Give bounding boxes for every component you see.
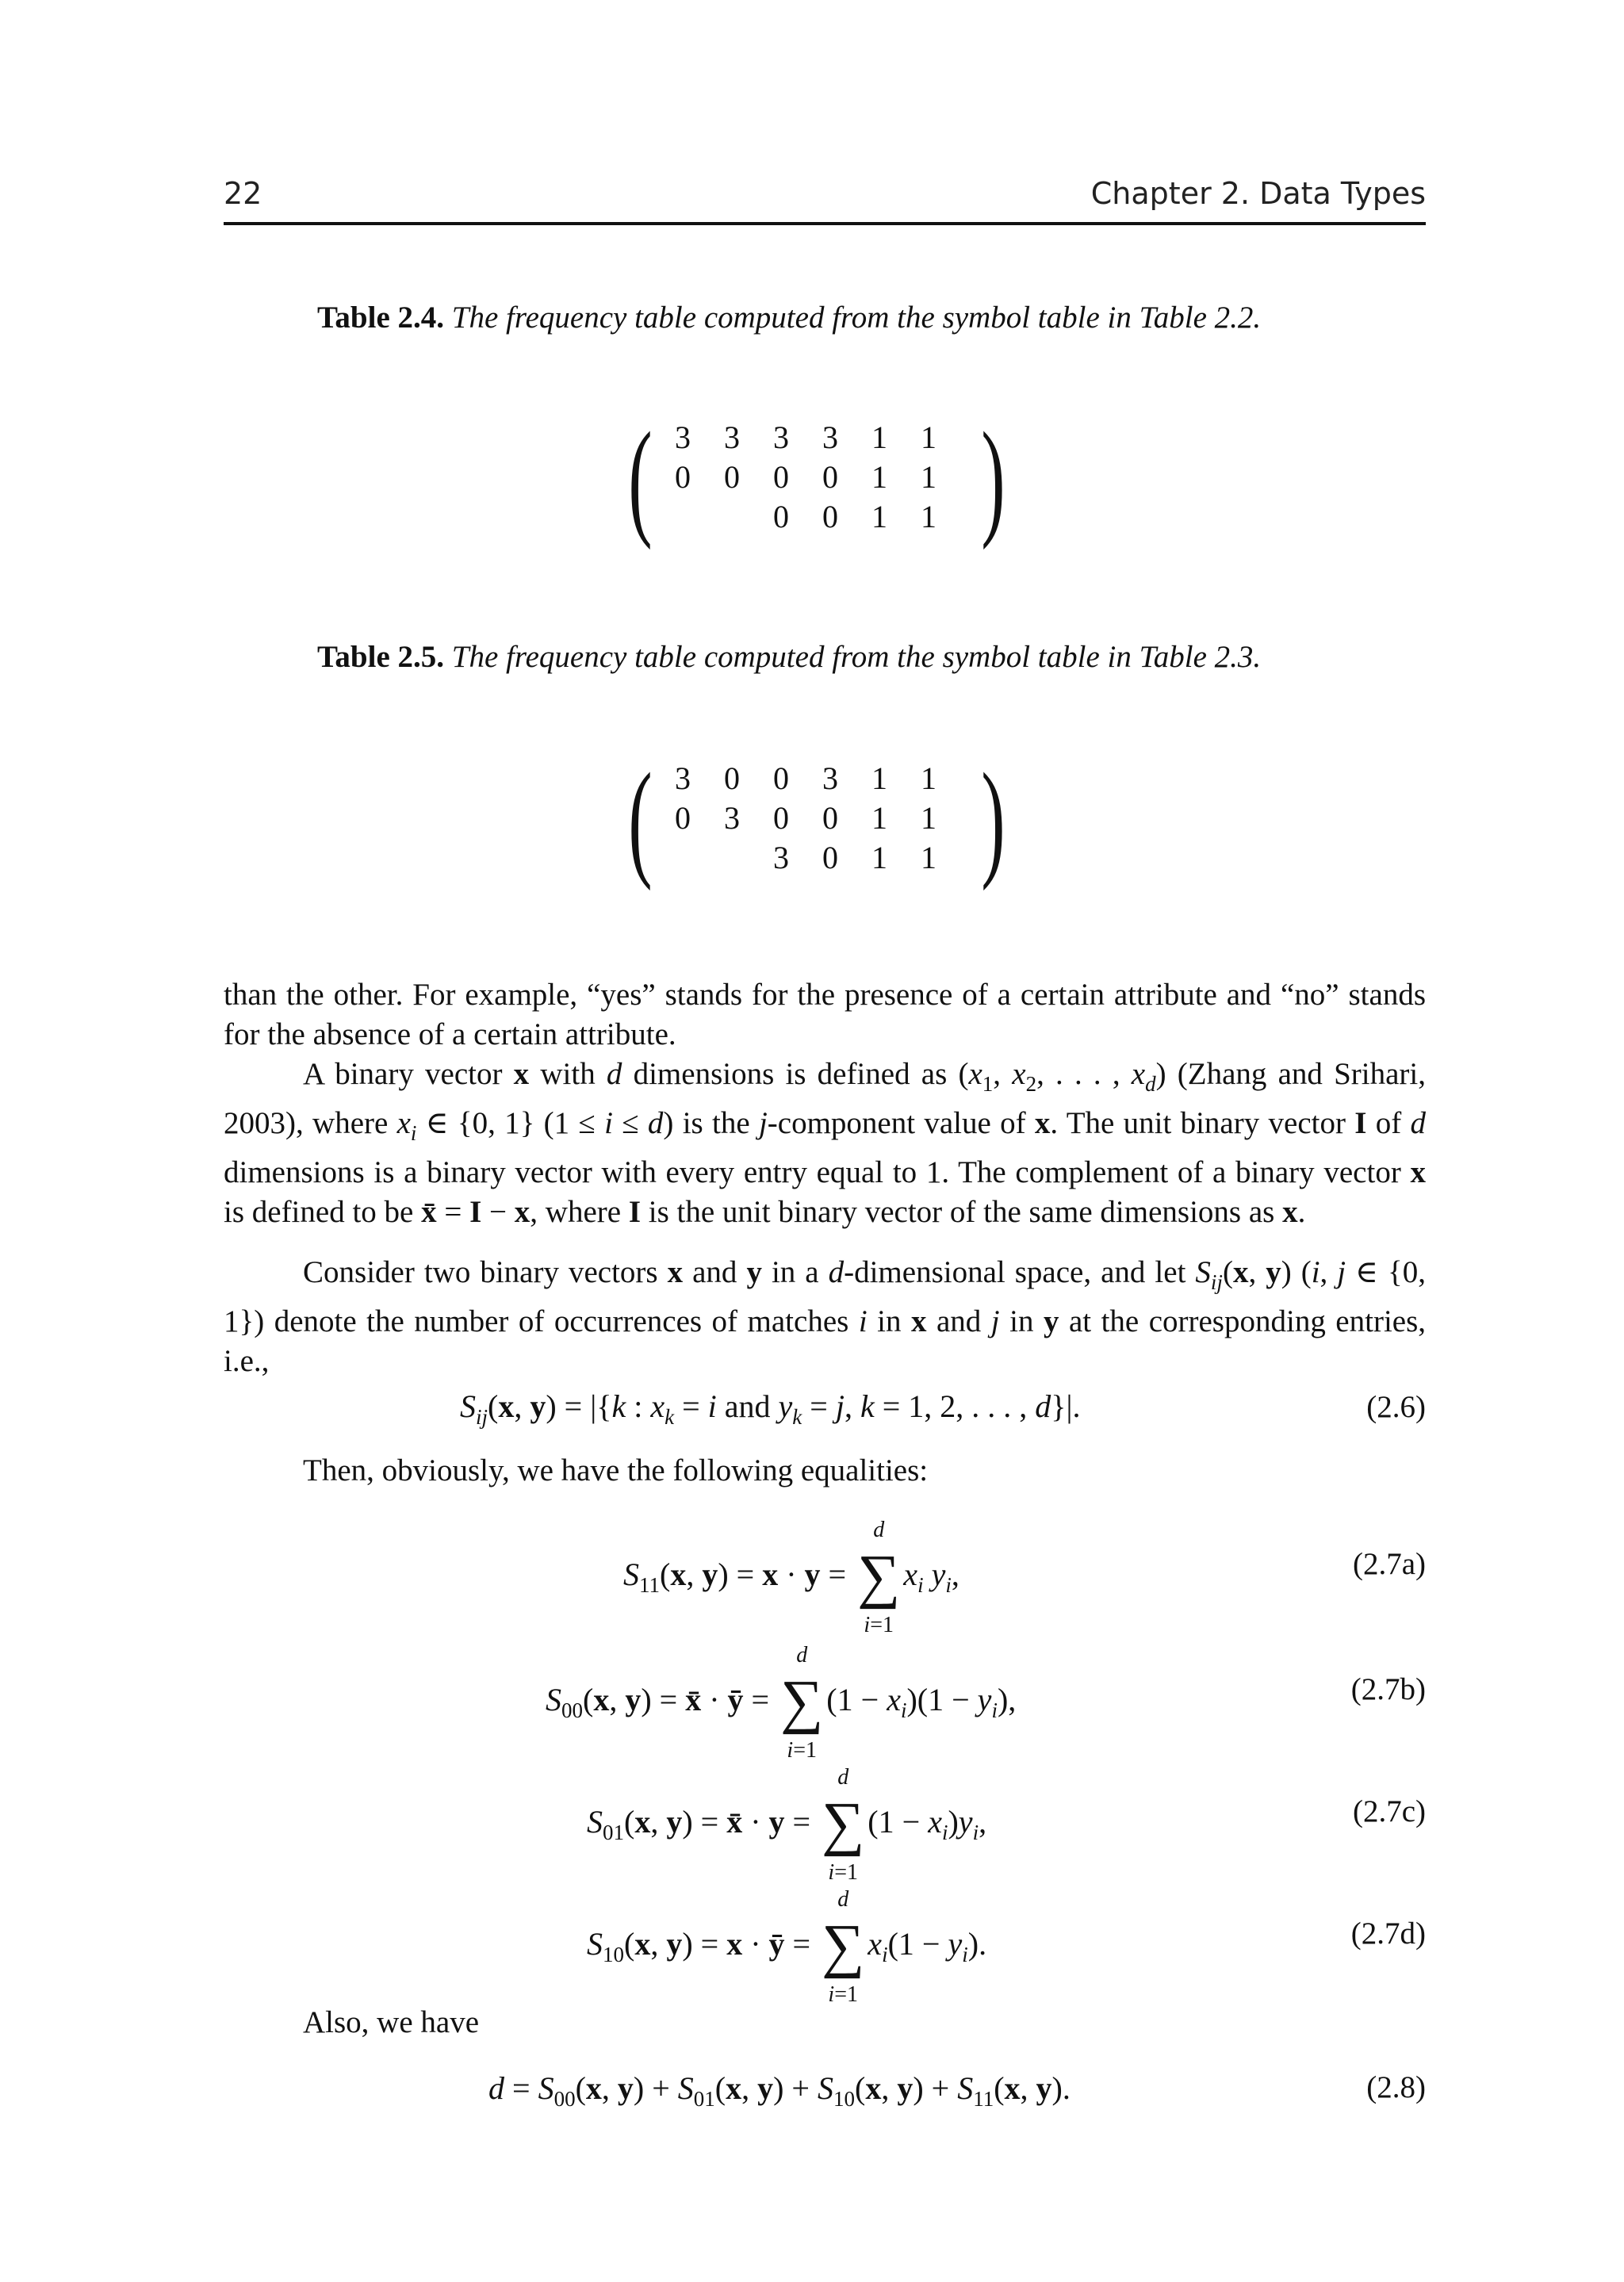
matrix-cell: 1	[871, 840, 887, 875]
summation-symbol: ∑ d i=1	[822, 1765, 865, 1885]
matrix-cell: 1	[871, 419, 887, 455]
equation-number: (2.8)	[1366, 2070, 1426, 2104]
matrix-cell: 1	[921, 499, 936, 534]
matrix-cell: 1	[921, 840, 936, 875]
matrix-cell: 0	[822, 459, 838, 495]
right-paren: )	[981, 746, 1005, 891]
left-paren: (	[628, 746, 653, 891]
matrix-row	[658, 760, 953, 797]
paragraph-equalities-intro: Then, obviously, we have the following equalities:	[303, 1453, 929, 1488]
matrix-cell: 0	[773, 459, 789, 495]
equation-number: (2.7c)	[1352, 1794, 1426, 1828]
summation-symbol: ∑ d i=1	[857, 1518, 901, 1637]
equation-2-8: $d = S_{00}(x$, $y) + S_{01}(x$, $y) + S_{10}(x$, $y) + S_{11}(x$, y).	[488, 2070, 1071, 2111]
table-2-5-matrix	[619, 746, 1015, 894]
equation-2-7d: $S_{10}(x$, y) = x · ȳ = ∑ d i=1 $x_i(1 - y_i)$.	[587, 1887, 987, 2007]
matrix-cell	[658, 498, 707, 535]
matrix-row	[658, 419, 953, 456]
equation-number: (2.7a)	[1352, 1547, 1426, 1581]
paragraph-continuation: than the other. For example, “yes” stands for the presence of a certain attribute and “no” stands for the absence of a certain attribute.	[224, 978, 1426, 1051]
matrix-cell: 3	[724, 419, 740, 455]
table-2-4-caption-text: The frequency table computed from the symbol table in Table 2.2.	[451, 301, 1262, 335]
matrix-row	[658, 458, 953, 496]
equation-number: (2.6)	[1366, 1390, 1426, 1424]
matrix-cell	[658, 839, 707, 876]
matrix-cell: 0	[724, 459, 740, 495]
summation-symbol: ∑ d i=1	[822, 1887, 865, 2007]
matrix-cell: 1	[871, 760, 887, 796]
table-2-5-caption-text: The frequency table computed from the symbol table in Table 2.3.	[451, 640, 1262, 674]
matrix-cell	[707, 498, 756, 535]
matrix-cell: 0	[822, 800, 838, 836]
equation-2-7a: $S_{11}(x$, y) = x · y = ∑ d i=1 $x_i$ $y_i$,	[623, 1518, 959, 1637]
matrix-cell: 1	[871, 499, 887, 534]
equation-2-7b: $S_{00}(x$, y) = x̄ · ȳ = ∑ d i=1 $(1 - x_i)(1 - y_i)$,	[546, 1643, 1017, 1763]
table-2-5-label: Table 2.5.	[317, 640, 445, 674]
right-paren: )	[981, 405, 1005, 550]
matrix-cell: 1	[921, 459, 936, 495]
equation-2-7c: $S_{01}(x$, y) = x̄ · y = ∑ d i=1 $(1 - x_i)y_i$,	[587, 1765, 987, 1885]
table-2-5-caption	[317, 639, 1261, 675]
matrix-cell: 0	[675, 459, 691, 495]
matrix-row	[658, 839, 953, 876]
matrix-cell: 0	[675, 800, 691, 836]
matrix-cell: 0	[822, 840, 838, 875]
matrix-cell: 3	[773, 840, 789, 875]
matrix-cell: 3	[675, 760, 691, 796]
matrix-cell: 3	[724, 800, 740, 836]
left-paren: (	[628, 405, 653, 550]
matrix-cell	[707, 839, 756, 876]
matrix-cell: 1	[921, 760, 936, 796]
equation-number: (2.7b)	[1350, 1672, 1426, 1706]
running-head-chapter: Chapter 2. Data Types	[1090, 176, 1426, 211]
paragraph-two-binary-vectors: Consider two binary vectors x and y in a d-dimensional space, and let $S_{ij}(x$, y) (i, j ∈ {0, 1}) denote the number of occurrences of matches i in x and j in y at the corresponding entries, i.e.,	[224, 1255, 1427, 1378]
matrix-cell: 1	[871, 800, 887, 836]
equation-number: (2.7d)	[1350, 1916, 1426, 1951]
matrix-cell: 0	[724, 760, 740, 796]
paragraph-also-we-have: Also, we have	[303, 2005, 480, 2039]
matrix-cell: 1	[921, 419, 936, 455]
matrix-row	[658, 799, 953, 837]
table-2-4-caption	[317, 300, 1261, 335]
page-number: 22	[224, 176, 262, 211]
matrix-row	[658, 498, 953, 535]
matrix-cell: 0	[773, 800, 789, 836]
matrix-cell: 3	[822, 760, 838, 796]
matrix-cell: 0	[822, 499, 838, 534]
paragraph-binary-vector: A binary vector x with d dimensions is defined as ($x_1$, $x_2$, . . . , $x_d$) (Zhang and Srihari, 2003), where $x_i$ ∈ {0, 1} (1 ≤ i ≤ d) is the j-component value of x. The unit binary vector I of d dimensions is a binary vector with every entry equal to 1. The complement of a binary vector x is defined to be x̄ = I − x, where I is the unit binary vector of the same dimensions as x.	[224, 1057, 1427, 1229]
header-rule	[224, 222, 1426, 225]
matrix-cell: 0	[773, 760, 789, 796]
equation-2-6: $S_{ij}(x$, y) = |{k : $x_k = i$ and $y_k = j$, k = 1, 2, . . . , d}|.	[460, 1388, 1081, 1429]
matrix-cell: 1	[921, 800, 936, 836]
matrix-cell: 3	[773, 419, 789, 455]
matrix-cell: 1	[871, 459, 887, 495]
matrix-cell: 0	[773, 499, 789, 534]
matrix-cell: 3	[822, 419, 838, 455]
summation-symbol: ∑ d i=1	[780, 1643, 824, 1763]
table-2-4-label: Table 2.4.	[317, 301, 445, 335]
matrix-cell: 3	[675, 419, 691, 455]
table-2-4-matrix	[619, 405, 1015, 553]
